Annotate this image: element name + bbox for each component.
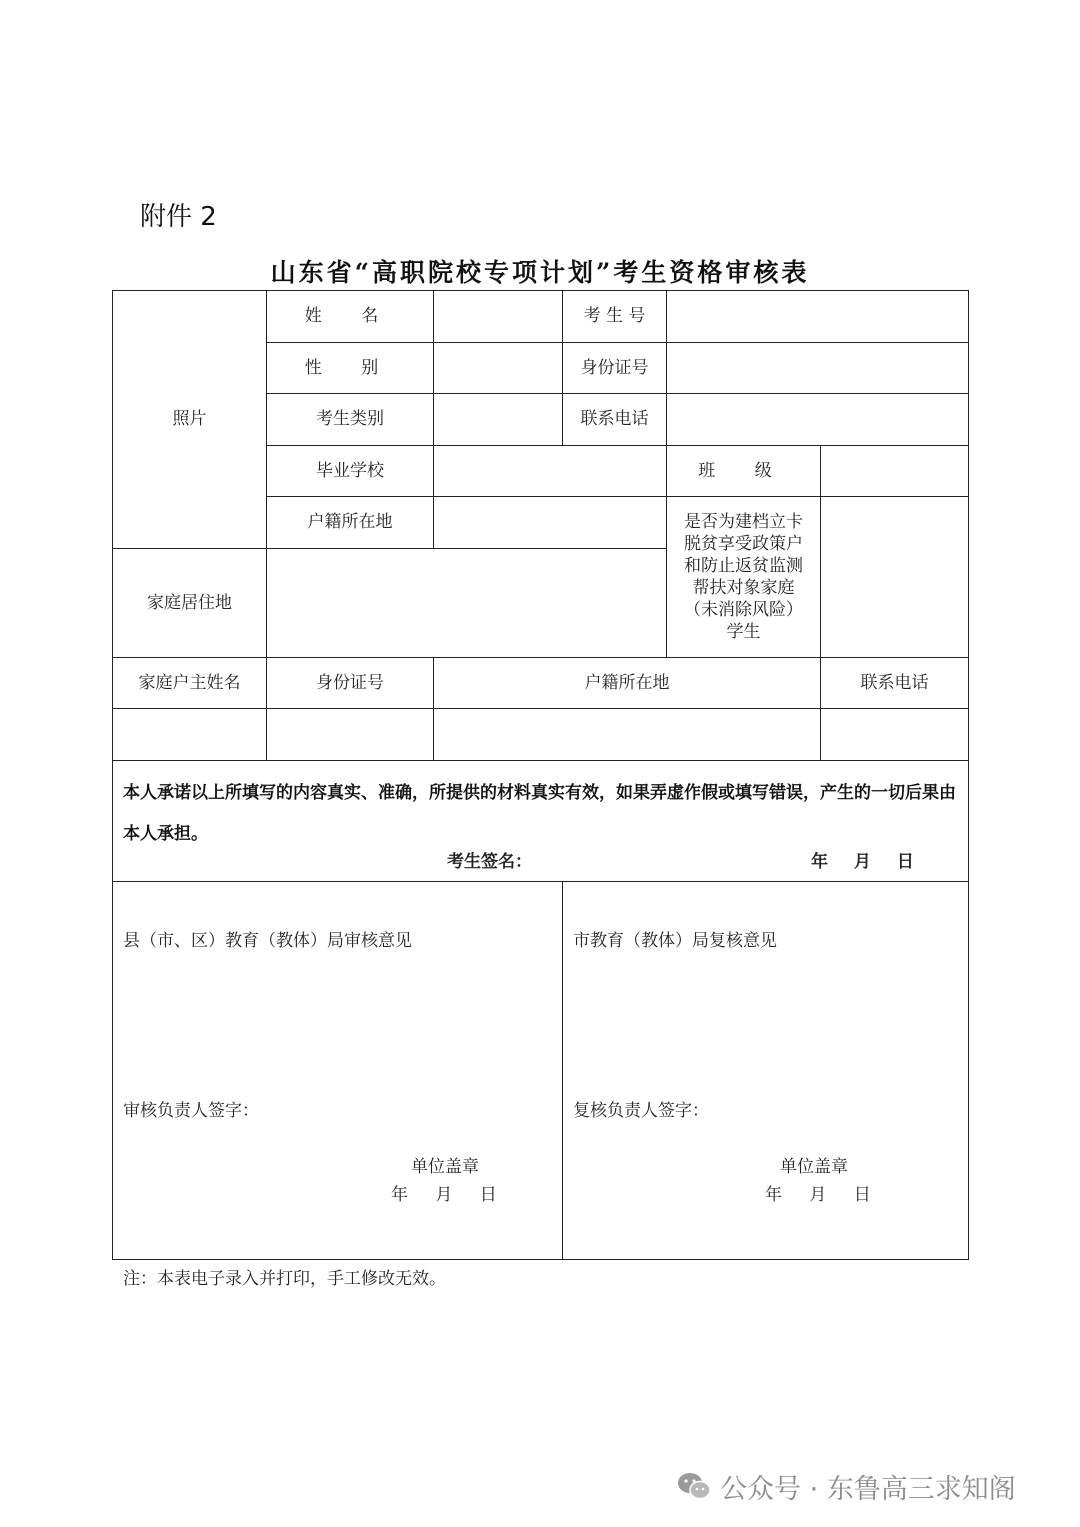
form-title: 山东省“高职院校专项计划”考生资格审核表: [270, 258, 810, 287]
household-phone-field[interactable]: [821, 709, 969, 761]
phone-label: 联系电话: [563, 394, 667, 446]
phone-field[interactable]: [667, 394, 969, 446]
id-number-label: 身份证号: [563, 343, 667, 394]
footnote: 注：本表电子录入并打印，手工修改无效。: [123, 1269, 446, 1289]
household-phone-label: 联系电话: [821, 658, 969, 709]
candidate-signature-label: 考生签名：: [447, 852, 532, 872]
city-reviewer-signature-label: 复核负责人签字：: [573, 1101, 709, 1121]
watermark: [676, 1466, 1016, 1506]
name-label: 姓 名: [267, 291, 434, 343]
household-hukou-field[interactable]: [434, 709, 821, 761]
household-hukou-label: 户籍所在地: [434, 658, 821, 709]
exam-number-field[interactable]: [667, 291, 969, 343]
class-field[interactable]: [821, 446, 969, 497]
household-id-label: 身份证号: [267, 658, 434, 709]
candidate-sign-date: 年 月 日: [811, 852, 914, 872]
city-review-cell[interactable]: [563, 882, 969, 1260]
class-label: 班 级: [667, 446, 821, 497]
household-head-field[interactable]: [113, 709, 267, 761]
residence-field[interactable]: [267, 549, 667, 658]
city-review-date: 年 月 日: [765, 1185, 871, 1205]
school-label: 毕业学校: [267, 446, 434, 497]
qualification-form: [112, 290, 969, 1260]
household-head-label: 家庭户主姓名: [113, 658, 267, 709]
city-seal-label: 单位盖章: [780, 1157, 848, 1177]
attachment-label: 附件 2: [140, 202, 217, 232]
pledge-text: 本人承诺以上所填写的内容真实、准确，所提供的材料真实有效，如果弄虚作假或填写错误，产生的一切后果由本人承担。: [123, 783, 956, 844]
hukou-label: 户籍所在地: [267, 497, 434, 549]
exam-number-label: 考 生 号: [563, 291, 667, 343]
county-reviewer-signature-label: 审核负责人签字：: [123, 1101, 259, 1121]
gender-field[interactable]: [434, 343, 563, 394]
wechat-icon: [676, 1471, 712, 1501]
category-label: 考生类别: [267, 394, 434, 446]
household-id-field[interactable]: [267, 709, 434, 761]
poverty-status-label: 是否为建档立卡 脱贫享受政策户 和防止返贫监测 帮扶对象家庭 （未消除风险） 学生: [667, 497, 821, 658]
poverty-status-field[interactable]: [821, 497, 969, 658]
school-field[interactable]: [434, 446, 667, 497]
county-review-date: 年 月 日: [391, 1185, 497, 1205]
county-review-cell[interactable]: [113, 882, 563, 1260]
county-seal-label: 单位盖章: [411, 1157, 479, 1177]
photo-cell: 照片: [113, 291, 267, 549]
name-field[interactable]: [434, 291, 563, 343]
category-field[interactable]: [434, 394, 563, 446]
residence-label: 家庭居住地: [113, 549, 267, 658]
gender-label: 性 别: [267, 343, 434, 394]
watermark-text: 公众号 · 东鲁高三求知阁: [720, 1473, 1016, 1505]
city-review-title: 市教育（教体）局复核意见: [573, 931, 777, 951]
county-review-title: 县（市、区）教育（教体）局审核意见: [123, 931, 412, 951]
hukou-field[interactable]: [434, 497, 667, 549]
id-number-field[interactable]: [667, 343, 969, 394]
pledge-cell: [113, 761, 969, 882]
